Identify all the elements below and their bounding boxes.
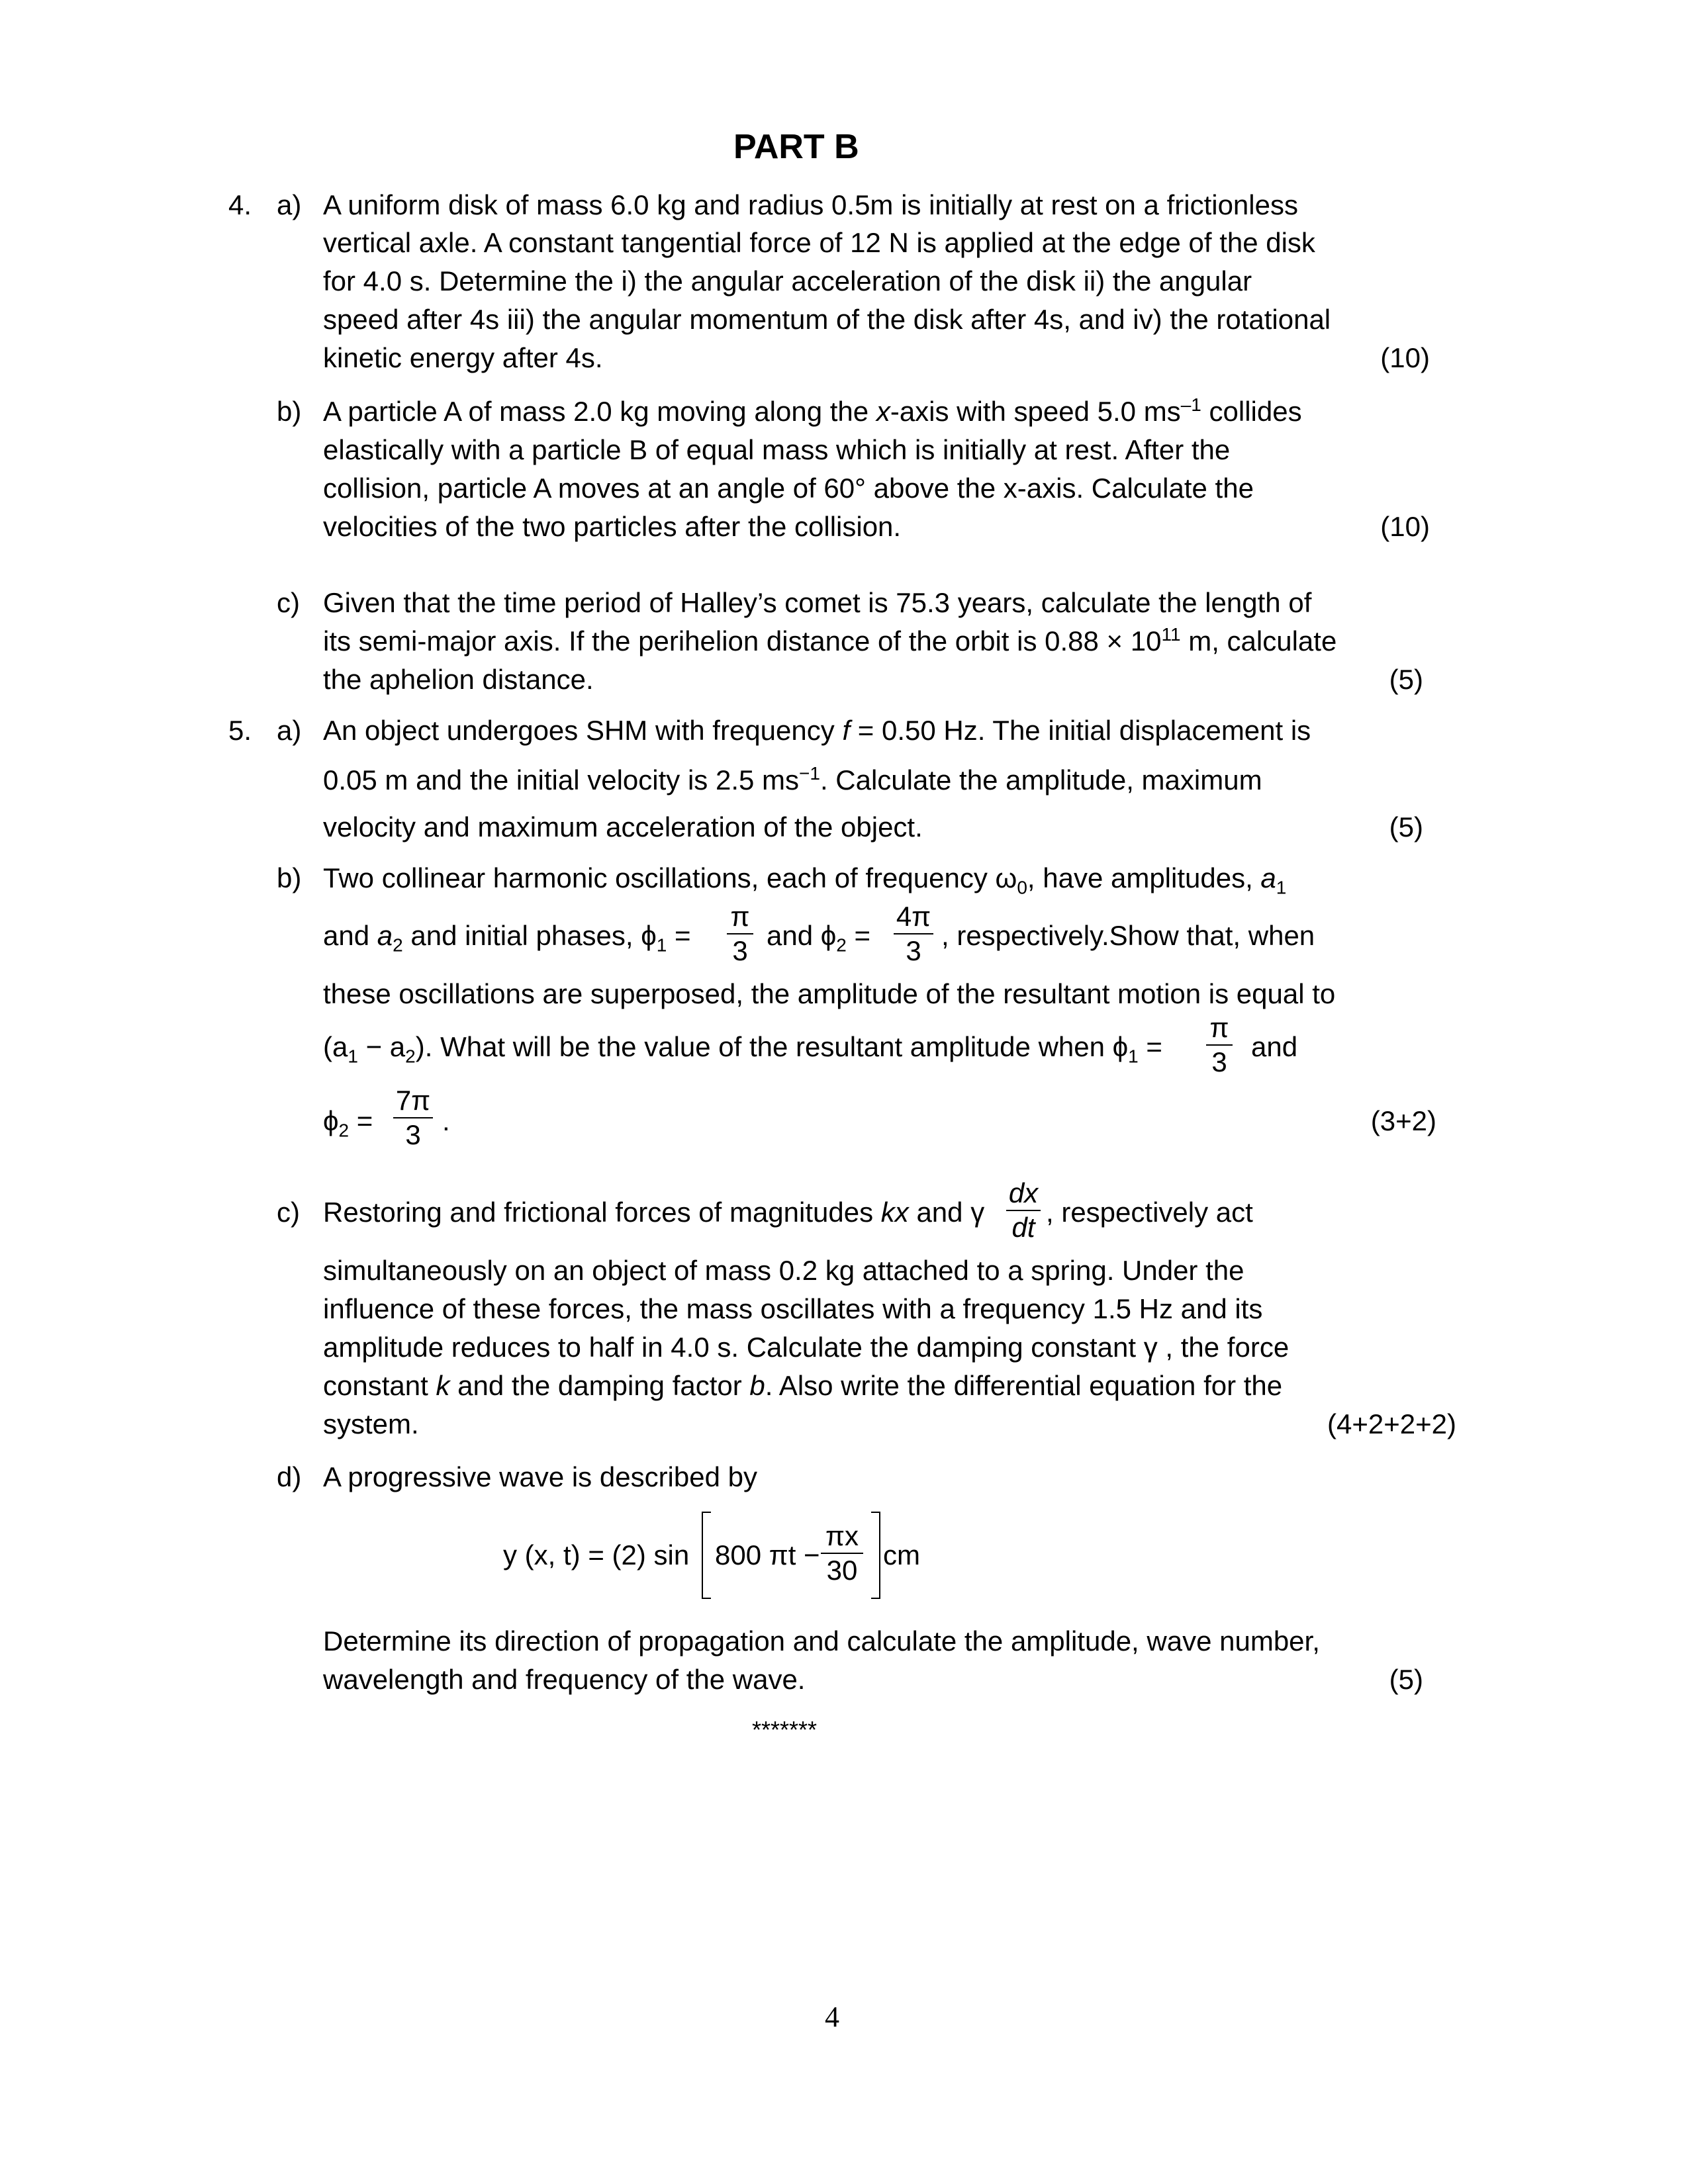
q4a-line-1: A uniform disk of mass 6.0 kg and radius 0.5m is initially at rest on a frictionless: [323, 189, 1298, 220]
q5b-line-2b: and $\phi_2$ =: [767, 920, 871, 956]
q4a-line-3: for 4.0 s. Determine the i) the angular acceleration of the disk ii) the angular: [323, 265, 1252, 296]
q5b-label: b): [277, 862, 302, 893]
q4a-label: a): [277, 189, 302, 220]
question-number-4: 4.: [228, 189, 252, 220]
q4c-line-2: its semi-major axis. If the perihelion distance of the orbit is $0.88 \times 10^{11}$ m, calculate: [323, 624, 1337, 657]
q5d-line-3: wavelength and frequency of the wave.: [323, 1664, 806, 1695]
question-number-5: 5.: [228, 715, 252, 746]
q5b-line-4a: $(a_1 - a_2)$. What will be the value of the resultant amplitude when $\phi_1$ =: [323, 1031, 1162, 1067]
q5c-line-1a: Restoring and frictional forces of magnitudes kx and γ: [323, 1197, 985, 1228]
q5b-frac-pi-over-3-b: π 3: [1206, 1013, 1233, 1077]
q5b-frac-4pi-over-3: 4π 3: [894, 901, 933, 966]
q5c-label: c): [277, 1197, 300, 1228]
page-number: 4: [825, 2001, 839, 2033]
q5b-line-5a: $\phi_2$ =: [323, 1105, 373, 1141]
q5c-line-2: simultaneously on an object of mass 0.2 kg attached to a spring. Under the: [323, 1255, 1244, 1286]
q4a-line-5: kinetic energy after 4s.: [323, 342, 603, 373]
q5b-line-1: Two collinear harmonic oscillations, each of frequency $\omega_0$, have amplitudes, $a_1$: [323, 862, 1287, 898]
q4c-line-1: Given that the time period of Halley’s comet is 75.3 years, calculate the length of: [323, 587, 1312, 618]
q4a-line-4: speed after 4s iii) the angular momentum of the disk after 4s, and iv) the rotational: [323, 304, 1331, 335]
q5b-frac-pi-over-3: π 3: [727, 901, 753, 966]
q5a-line-3: velocity and maximum acceleration of the object.: [323, 811, 923, 842]
q5a-line-2: 0.05 m and the initial velocity is 2.5 $ms^{-1}$. Calculate the amplitude, maximum: [323, 763, 1262, 796]
q5d-line-1: A progressive wave is described by: [323, 1461, 757, 1492]
q5b-line-5-dot: .: [442, 1105, 450, 1136]
q4a-line-2: vertical axle. A constant tangential force of 12 N is applied at the edge of the disk: [323, 227, 1315, 258]
q4c-label: c): [277, 587, 300, 618]
q5b-line-4-and: and: [1251, 1031, 1298, 1062]
q5d-marks: (5): [1389, 1664, 1423, 1695]
q4c-line-3: the aphelion distance.: [323, 664, 594, 695]
q5a-label: a): [277, 715, 302, 746]
q5b-marks: (3+2): [1370, 1105, 1436, 1136]
q4c-marks: (5): [1389, 664, 1423, 695]
end-marker: *******: [752, 1716, 818, 1743]
wave-equation-unit: cm: [883, 1539, 920, 1570]
q5c-line-4: amplitude reduces to half in 4.0 s. Calculate the damping constant γ , the force: [323, 1332, 1289, 1363]
q5a-line-1: An object undergoes SHM with frequency f = 0.50 Hz. The initial displacement is: [323, 715, 1311, 746]
q4b-line-4: velocities of the two particles after the collision.: [323, 511, 902, 542]
q5c-frac-dx-dt: dx dt: [1006, 1178, 1041, 1243]
left-bracket: [702, 1512, 711, 1599]
q5b-line-2c: , respectively.Show that, when: [941, 920, 1315, 951]
q5c-line-6: system.: [323, 1408, 419, 1439]
q5c-marks: (4+2+2+2): [1327, 1408, 1456, 1439]
q4a-marks: (10): [1380, 342, 1430, 373]
q5a-marks: (5): [1389, 811, 1423, 842]
q5b-frac-7pi-over-3: 7π 3: [393, 1085, 433, 1150]
q4b-line-1: A particle A of mass 2.0 kg moving along the x-axis with speed 5.0 $ms^{-1}$ collides: [323, 394, 1302, 427]
q4b-marks: (10): [1380, 511, 1430, 542]
q5c-line-1b: , respectively act: [1046, 1197, 1253, 1228]
q4b-label: b): [277, 396, 302, 427]
q5c-line-3: influence of these forces, the mass oscillates with a frequency 1.5 Hz and its: [323, 1293, 1263, 1324]
wave-equation-frac: πx 30: [821, 1521, 863, 1586]
q5b-line-2a: and $a_2$ and initial phases, $\phi_1$ =: [323, 920, 691, 956]
q4b-line-3: collision, particle A moves at an angle of 60° above the x-axis. Calculate the: [323, 473, 1254, 504]
q4b-line-2: elastically with a particle B of equal mass which is initially at rest. After the: [323, 434, 1231, 465]
q5b-line-3: these oscillations are superposed, the amplitude of the resultant motion is equal to: [323, 978, 1336, 1009]
q5c-line-5: constant k and the damping factor b. Also write the differential equation for the: [323, 1370, 1283, 1401]
q5d-line-2: Determine its direction of propagation and calculate the amplitude, wave number,: [323, 1625, 1320, 1657]
wave-equation-lhs: y (x, t) = (2) sin: [503, 1539, 690, 1570]
wave-equation-inner: 800 πt −: [715, 1539, 820, 1570]
part-title: PART B: [733, 128, 859, 166]
q5d-label: d): [277, 1461, 302, 1492]
right-bracket: [871, 1512, 880, 1599]
